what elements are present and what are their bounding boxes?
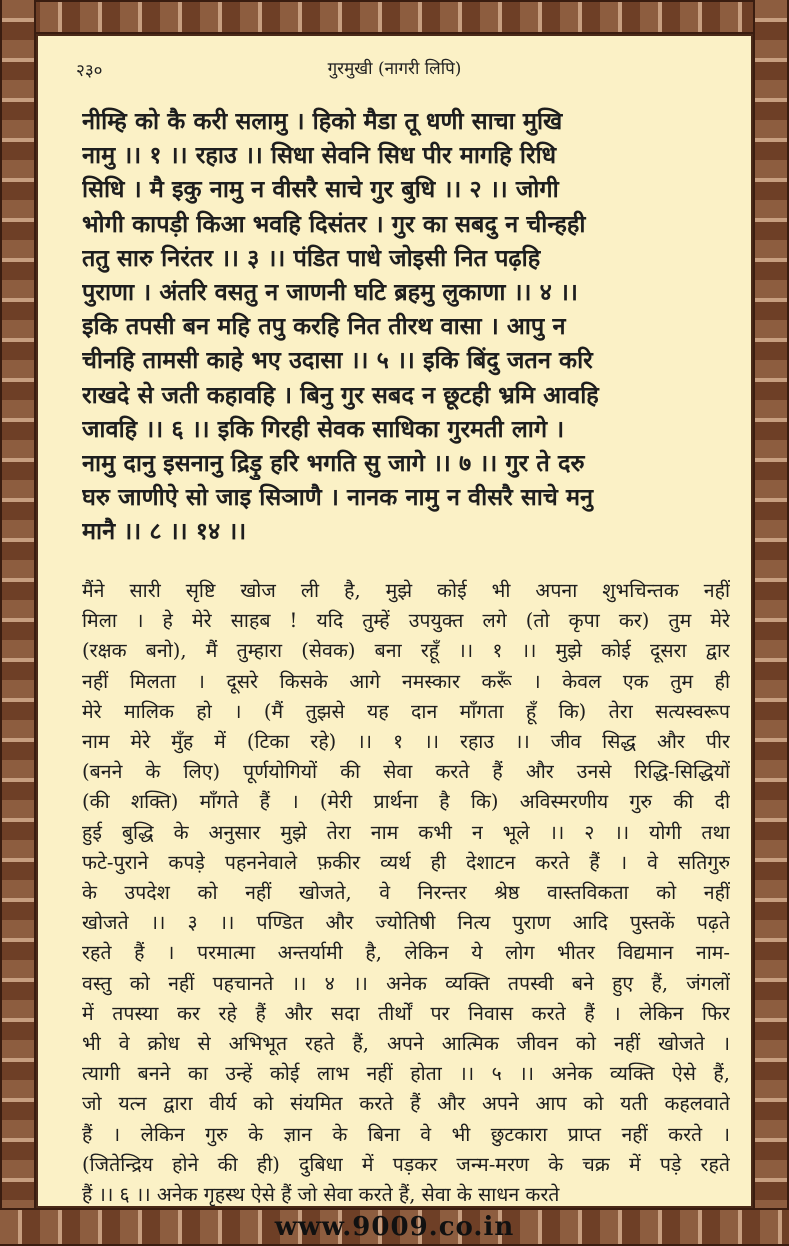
- translation-line: मैंने सारी सृष्टि खोज ली है, मुझे कोई भी अपना शुभचिन्तक नहीं: [82, 579, 730, 602]
- verse-line: नामु दानु इसनानु द्रिड़ु हरि भगति सु जागे ।। ७ ।। गुर ते दरु: [82, 449, 585, 478]
- verse-line: इकि तपसी बन महि तपु करहि नित तीरथ वासा । आपु न: [82, 312, 566, 341]
- translation-line: खोजते ।। ३ ।। पण्डित और ज्योतिषी नित्य पुराण आदि पुस्तकें पढ़ते: [82, 911, 730, 935]
- translation-line: में तपस्या कर रहे हैं और सदा तीर्थों पर निवास करते हैं । लेकिन फिर: [82, 1001, 730, 1025]
- translation-line: (बनने के लिए) पूर्णयोगियों की सेवा करते हैं और उनसे रिद्धि-सिद्धियों: [82, 760, 730, 784]
- translation-line: (रक्षक बनो), मैं तुम्हारा (सेवक) बना रहूँ ।। १ ।। मुझे कोई दूसरा द्वार: [82, 639, 730, 663]
- footer-url[interactable]: www.9009.co.in: [274, 1212, 515, 1242]
- verse-line: भोगी कापड़ी किआ भवहि दिसंतर । गुर का सबदु न चीन्हही: [82, 209, 586, 238]
- page-number: २३०: [76, 61, 103, 81]
- translation-line: मेरे मालिक हो । (मैं तुझसे यह दान माँगता हूँ कि) तेरा सत्यस्वरूप: [82, 699, 730, 723]
- verse-line: चीनहि तामसी काहे भए उदासा ।। ५ ।। इकि बिंदु जतन करि: [82, 346, 593, 375]
- verse-line: जावहि ।। ६ ।। इकि गिरही सेवक साधिका गुरमती लागे ।: [82, 414, 565, 443]
- verse-line: पुराणा । अंतरि वसतु न जाणनी घटि ब्रहमु लुकाणा ।। ४ ।।: [82, 278, 578, 307]
- translation-block: [82, 576, 730, 1210]
- translation-line: जो यत्न द्वारा वीर्य को संयमित करते हैं और अपने आप को यती कहलवाते: [82, 1092, 730, 1116]
- verse-line: नामु ।। १ ।। रहाउ ।। सिधा सेवनि सिध पीर मागहि रिधि: [82, 141, 557, 170]
- verse-line: सिधि । मै इकु नामु न वीसरै साचे गुर बुधि ।। २ ।। जोगी: [82, 175, 559, 204]
- border-top: [0, 0, 789, 34]
- verse-line: ततु सारु निरंतर ।। ३ ।। पंडित पाधे जोइसी नित पढ़हि: [82, 243, 541, 272]
- translation-line: त्यागी बनने का उन्हें कोई लाभ नहीं होता ।। ५ ।। अनेक व्यक्ति ऐसे हैं,: [82, 1062, 730, 1086]
- running-title: गुरमुखी (नागरी लिपि): [327, 59, 462, 79]
- verse-line: राखदे से जती कहावहि । बिनु गुर सबद न छूटही भ्रमि आवहि: [82, 380, 599, 409]
- page-header: [38, 36, 751, 80]
- verse-block: [82, 104, 730, 549]
- verse-line: घरु जाणीऐ सो जाइ सिञाणै । नानक नामु न वीसरै साचे मनु: [82, 483, 594, 512]
- translation-line: रहते हैं । परमात्मा अन्तर्यामी है, लेकिन ये लोग भीतर विद्यमान नाम-: [82, 941, 730, 965]
- scripture-page: [36, 34, 753, 1208]
- translation-line: हैं । लेकिन गुरु के ज्ञान के बिना वे भी छुटकारा प्राप्त नहीं करते ।: [82, 1122, 730, 1146]
- translation-line: वस्तु को नहीं पहचानते ।। ४ ।। अनेक व्यक्ति तपस्वी बने हुए हैं, जंगलों: [82, 971, 730, 995]
- verse-line: नीम्हि को कै करी सलामु । हिको मैडा तू धणी साचा मुखि: [82, 107, 563, 135]
- translation-line: हैं ।। ६ ।। अनेक गृहस्थ ऐसे हैं जो सेवा करते हैं, सेवा के साधन करते: [82, 1183, 560, 1207]
- translation-line: नाम मेरे मुँह में (टिका रहे) ।। १ ।। रहाउ ।। जीव सिद्ध और पीर: [82, 730, 730, 754]
- translation-line: भी वे क्रोध से अभिभूत रहते हैं, अपने आत्मिक जीवन को नहीं खोजते ।: [82, 1032, 730, 1056]
- translation-line: हुई बुद्धि के अनुसार मुझे तेरा नाम कभी न भूले ।। २ ।। योगी तथा: [82, 820, 730, 844]
- translation-line: नहीं मिलता । दूसरे किसके आगे नमस्कार करूँ । केवल एक तुम ही: [82, 669, 730, 693]
- border-left: [0, 0, 36, 1246]
- translation-line: फटे-पुराने कपड़े पहननेवाले फ़कीर व्यर्थ ही देशाटन करते हैं । वे सतिगुरु: [82, 850, 730, 874]
- translation-line: के उपदेश को नहीं खोजते, वे निरन्तर श्रेष्ठ वास्तविकता को नहीं: [82, 881, 730, 905]
- translation-line: मिला । हे मेरे साहब ! यदि तुम्हें उपयुक्त लगे (तो कृपा कर) तुम मेरे: [82, 609, 730, 633]
- translation-line: (जितेन्द्रिय होने की ही) दुबिधा में पड़कर जन्म-मरण के चक्र में पड़े रहते: [82, 1152, 730, 1176]
- verse-line: मानै ।। ८ ।। १४ ।।: [82, 517, 247, 546]
- translation-line: (की शक्ति) माँगते हैं । (मेरी प्रार्थना है कि) अविस्मरणीय गुरु की दी: [82, 790, 730, 814]
- border-right: [753, 0, 789, 1246]
